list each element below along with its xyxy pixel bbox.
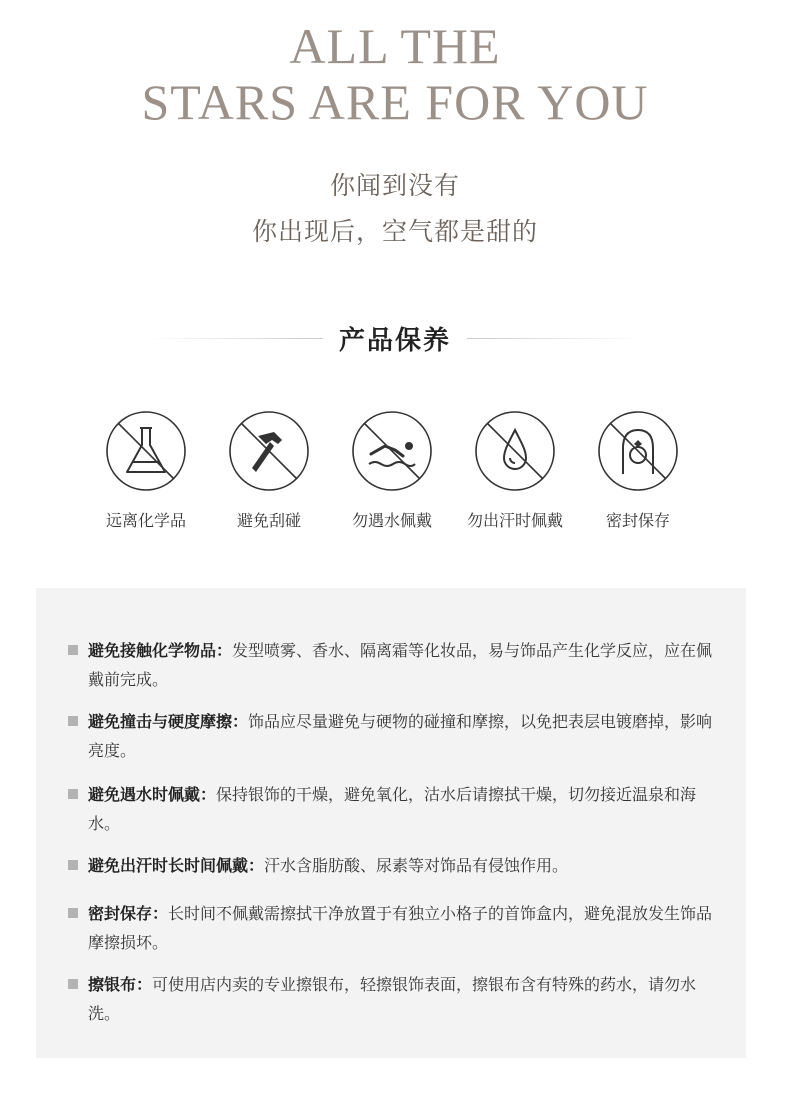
- bullet-square: [68, 716, 78, 726]
- hero-title-line-1: ALL THE: [289, 18, 501, 74]
- tip-term: 密封保存：: [88, 904, 169, 923]
- bullet-square: [68, 645, 78, 655]
- care-tip: [68, 899, 728, 957]
- flask-icon: [105, 410, 187, 492]
- ring-box-icon: [597, 410, 679, 492]
- bullet-square: [68, 860, 78, 870]
- section-title: 产品保养: [338, 326, 451, 356]
- care-icon-label: 避免刮碰: [236, 511, 301, 530]
- bullet-square: [68, 979, 78, 989]
- care-icon-label: 密封保存: [605, 511, 670, 530]
- tip-text: 长时间不佩戴需擦拭干净放置于有独立小格子的首饰盒内，避免混放发生饰品摩擦损坏。: [88, 904, 713, 952]
- tip-text: 保持银饰的干燥，避免氧化，沽水后请擦拭干燥，切勿接近温泉和海水。: [88, 785, 697, 833]
- tip-term: 避免遇水时佩戴：: [88, 785, 217, 804]
- care-icon-item: [450, 410, 580, 531]
- care-icon-label: 远离化学品: [105, 511, 186, 530]
- tip-term: 避免接触化学物品：: [88, 641, 233, 660]
- divider-right: [467, 338, 642, 339]
- hero-title: [0, 18, 790, 130]
- tip-text: 发型喷雾、香水、隔离霜等化妆品，易与饰品产生化学反应，应在佩戴前完成。: [88, 641, 713, 689]
- subtitle-line-1: 你闻到没有: [329, 171, 460, 200]
- care-icon-label: 勿出汗时佩戴: [466, 511, 563, 530]
- tip-text: 饰品应尽量避免与硬物的碰撞和摩擦，以免把表层电镀磨掉，影响亮度。: [88, 712, 713, 760]
- care-tips-panel: [36, 588, 746, 1058]
- bullet-square: [68, 789, 78, 799]
- care-icon-item: [573, 410, 703, 531]
- subtitle-line-2: 你出现后，空气都是甜的: [251, 217, 538, 246]
- care-tip: [68, 780, 728, 838]
- sweat-drop-icon: [474, 410, 556, 492]
- care-tip: [68, 970, 728, 1028]
- hero-title-line-2: STARS ARE FOR YOU: [141, 74, 649, 130]
- swimmer-icon: [351, 410, 433, 492]
- tip-term: 擦银布：: [88, 975, 153, 994]
- divider-left: [148, 338, 323, 339]
- tip-term: 避免出汗时长时间佩戴：: [88, 856, 265, 875]
- care-tip: [68, 851, 728, 880]
- hammer-icon: [228, 410, 310, 492]
- care-icon-item: [204, 410, 334, 531]
- tip-term: 避免撞击与硬度摩擦：: [88, 712, 249, 731]
- section-header: [0, 320, 790, 357]
- care-icon-item: [81, 410, 211, 531]
- tip-text: 可使用店内卖的专业擦银布，轻擦银饰表面，擦银布含有特殊的药水，请勿水洗。: [88, 975, 697, 1023]
- care-tip: [68, 636, 728, 694]
- care-tip: [68, 707, 728, 765]
- care-icon-label: 勿遇水佩戴: [351, 511, 432, 530]
- care-icon-item: [327, 410, 457, 531]
- tip-text: 汗水含脂肪酸、尿素等对饰品有侵蚀作用。: [264, 856, 569, 875]
- bullet-square: [68, 908, 78, 918]
